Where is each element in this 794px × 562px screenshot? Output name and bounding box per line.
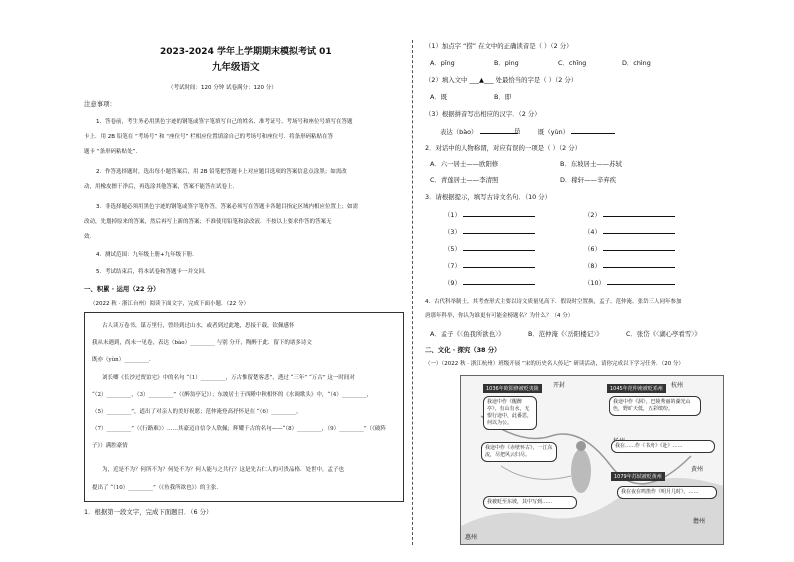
answer-blank[interactable] [603,227,675,234]
speech-bubble: 我在……作《书舟》《赴》…… [611,440,715,453]
task-intro: （一）（2022 秋 · 浙江杭州）班级开展 “宋的历史名人传记” 研读活动，请你完成以下学习任务．（20 分） [425,361,684,367]
event-tag: 1079年苏轼被贬黄州 [611,472,665,481]
passage-line: 刘长卿《长沙过贾谊宅》中的名句 “（1）_________，万古惟留楚客悲”，透过 “三年” “万古” 这一时间对 [102,375,355,381]
q1-2: （2）填入文中 ___▲___ 处最恰当的字是（ ）（2 分） [425,76,578,84]
column-divider [412,40,413,545]
q2-opt-b: B．东坡居士——苏轼 [560,160,622,168]
speech-bubble: 我途中作《赤壁怀古》，一江东流，尽把风云归尽。 [481,442,557,462]
note-3c: 效． [84,234,96,240]
answer-blank[interactable] [571,127,615,134]
q3-blank [444,227,535,236]
q3-blank-label: （5） [444,245,461,253]
place-label: 黄州 [691,466,704,473]
answer-blank[interactable] [463,278,535,285]
passage-line: （5）_________”，道出了对亲人的美好祝愿；范仲淹登高抒怀是在 “（6）_________， [92,409,302,415]
q4-opt-c: C．张岱《〈湖心亭看雪〉》 [626,330,701,338]
q1-3-item [514,127,520,135]
q3-blank [584,244,675,253]
answer-blank[interactable] [603,244,675,251]
answer-blank[interactable] [463,261,535,268]
note-5: 5．考试结束后，将本试卷和答题卡一并交回． [96,269,210,275]
passage-line: 我从未遇到，尚未一见卷，表达（bào）_________ 与别 分开，陶醉于此．留下的诸多诗文 [92,340,312,346]
q1-1-opt-b: B．pìng [494,59,519,67]
q3-blank [444,210,535,219]
section1-intro: （2022 秋 · 浙江台州）阅读下面文字，完成下面小题．（22 分） [90,301,249,307]
q1-1-opt-d: D．chìng [622,59,651,67]
place-label: 儋州 [693,518,706,525]
answer-blank[interactable] [463,227,535,234]
q3-blank-label: （1） [444,211,461,219]
passage-line: 为，近是不为？何所不为？何处不为？何人能与之共行？这是先古仁人的可贵品格．处世中，孟子也 [102,467,345,473]
q3-blank-label: （7） [444,262,461,270]
q3-blank [444,244,535,253]
note-1c: 题卡 “条形码粘贴处”． [84,149,141,155]
q3-blank [584,227,675,236]
note-1b: 卡上．用 2B 铅笔在 “考场号” 和 “座位号” 栏相应位置填涂自己的考场号和座位号．将条形码粘贴在答 [84,134,334,140]
place-label: 开封 [553,382,566,389]
passage-line: 既亦（yùn）_________． [92,357,155,363]
q1-1: （1）加点字 “捞” 在文中的正确读音是（ ）（2 分） [425,42,573,50]
note-1a: 1．答卷前，考生务必用黑色字迹的钢笔或签字笔填写自己的姓名、准考证号、考场号和座位号填写在答题 [96,119,353,125]
question-1: 1．根据第一段文字，完成下面题目．（6 分） [84,508,213,516]
q3-blank-label: （4） [584,228,601,236]
section1-heading: 一、积累 · 运用（22 分） [84,285,160,293]
q1-3-label: 员 [514,127,521,135]
q3-blank-label: （9） [444,279,461,287]
note-2a: 2．作答选择题时，选出每小题答案后，用 2B 铅笔把答题卡上对应题目选项的答案信息点涂黑；如需改 [96,169,347,175]
event-tag: 1045年范仲淹被贬邓州 [607,384,666,393]
q1-3-label: 表达（bào） [440,128,478,136]
q1-1-opt-c: C．chīng [558,59,587,67]
event-tag: 1036年欧阳修被贬夷陵 [483,384,542,393]
q3-blank-label: （3） [444,228,461,236]
q2-opt-c: C．青莲居士——李清照 [430,176,499,184]
q3-blank [444,261,535,270]
answer-blank[interactable] [480,127,521,135]
q4-line-b: 唐那年科举，你认为谁更有可能金榜题名？为什么？（4 分） [425,313,574,319]
speech-bubble: 我被贬至东坡，其中写到…… [483,496,577,509]
q3-blank [584,278,675,287]
q3-blank [444,278,535,287]
passage-line: “（2）_________，（3）_________”（《醉翁亭记》）；东坡居士于西陲中秋相怀的《水调歌头》中，“（4）_________， [92,392,373,398]
q2: 2．对话中的人物称谓，对应有误的一项是（ ）（2 分） [425,144,581,152]
q1-3: （3）根据拼音写出相应的汉字．（2 分） [425,110,541,118]
note-3b: 改动，先划掉原来的答案，然后再写上新的答案；不准使用铅笔和涂改液．不按以上要求作答的答案无 [84,219,332,225]
speech-bubble: 我在夜在鸣笛作《明月几时》，…… [617,486,717,499]
note-3a: 3．非选择题必须用黑色字迹的钢笔或签字笔作答，答案必须写在答题卡各题目指定区域内相应位置上；如需 [96,204,359,210]
exam-info: （考试时间：120 分钟 试卷满分：120 分） [168,85,277,91]
q1-3-label: 既（yùn） [538,128,570,136]
q3-blank-label: （6） [584,245,601,253]
passage-line: （7）_________”（《行路难》）……其豪迈自信令人欣佩；辉耀千古的名句——“（8）_________，（9）_________”（《破阵 [92,426,386,432]
exam-subtitle: 九年级语文 [212,62,260,73]
answer-blank[interactable] [607,278,675,285]
q3-blank-label: （8） [584,262,601,270]
speech-bubble: 我途中作《醒醉亭》，有山有水，无恨行途中，此番思，何以为公。 [483,396,537,430]
q3: 3．请根据提示，填写古诗文名句．（10 分） [425,193,552,201]
notes-heading: 注意事项： [84,100,116,108]
q4-line-a: 4．古代科举制士，其考查形式主要以诗文质量见高下．假设时空置换，孟子、范仲淹、张岱三人同年参加 [425,299,682,305]
place-label: 惠州 [465,534,478,541]
q2-opt-a: A．六一居士——欧阳修 [430,160,499,168]
q4-opt-a: A．孟子《〈鱼我所欲也〉》 [430,330,505,338]
q3-blank [584,210,675,219]
answer-blank[interactable] [463,244,535,251]
q1-2-opt-b: B．即 [494,93,512,101]
answer-blank[interactable] [603,261,675,268]
answer-blank[interactable] [463,210,535,217]
q1-2-opt-a: A．既 [430,93,448,101]
note-2b: 动，用橡皮擦干净后，再选涂其他答案，答案不能答在试卷上． [84,184,239,190]
exam-title: 2023-2024 学年上学期期末模拟考试 01 [160,47,332,57]
historical-figures-map-illustration [460,375,724,545]
q1-3-item [440,127,521,136]
passage-line: 古人读万卷书，谋万里行，曾经到过山水，或者到过此地，思接千载，钦佩感怀 [102,323,295,329]
q1-1-opt-a: A．pīng [430,59,455,67]
place-label: 杭州 [671,382,684,389]
note-4: 4．测试范围：九年级上册+九年级下册． [96,252,198,258]
q3-blank-label: （2） [584,211,601,219]
q3-blank-label: （10） [584,279,605,287]
q2-opt-d: D．稼轩——辛弃疾 [560,176,617,184]
passage-line: 提出了 “（10）_________”（《鱼我所欲也》）的主张． [92,485,222,491]
answer-blank[interactable] [603,210,675,217]
passage-line: 子》）满腔豪情 [92,443,128,449]
speech-bubble: 我途中作《洞》，巴陵秀丽的湖光山色，野旷天低，五彩缤纷。 [609,396,701,416]
section2-heading: 二、文化 · 探究（38 分） [425,346,501,354]
q3-blank [584,261,675,270]
q1-3-item [538,127,615,136]
q4-opt-b: B．范仲淹《〈岳阳楼记〉》 [528,330,603,338]
